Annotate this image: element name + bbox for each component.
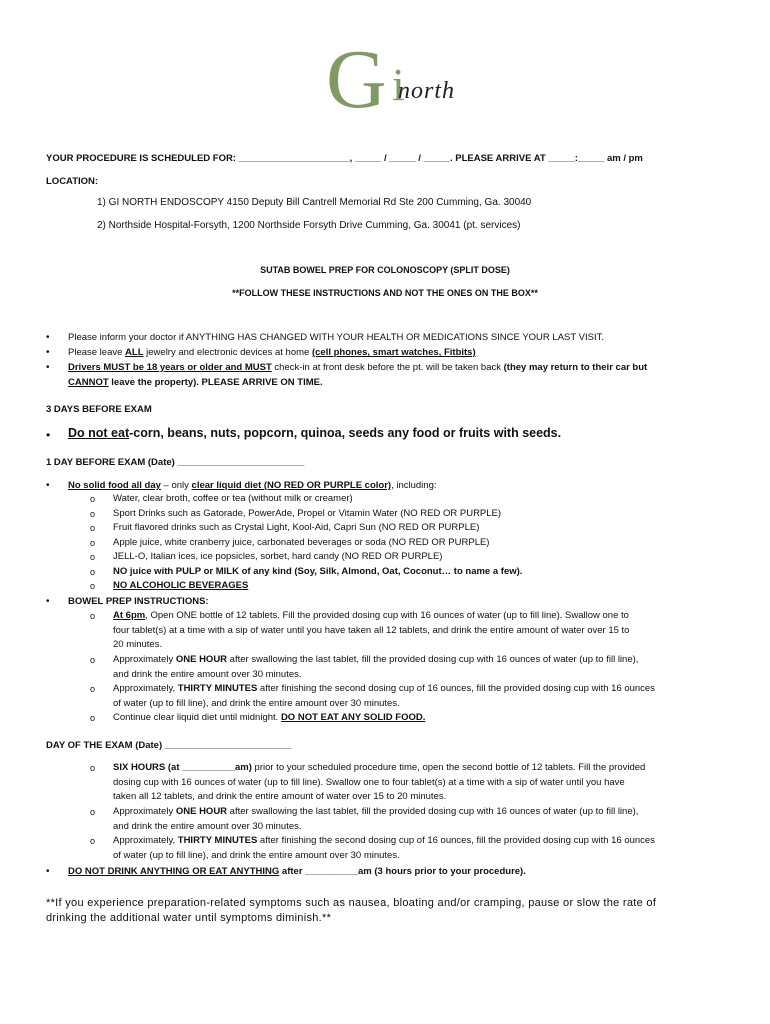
three-days-instruction: Do not eat-corn, beans, nuts, popcorn, quinoa, seeds any food or fruits with seeds. (68, 426, 562, 440)
logo-letter-g: G (326, 33, 387, 126)
document-title: SUTAB BOWEL PREP FOR COLONOSCOPY (SPLIT DOSE) (260, 265, 510, 275)
list-item-continuation: and drink the entire amount over 30 minutes. (113, 821, 302, 832)
final-instruction: DO NOT DRINK ANYTHING OR EAT ANYTHING after __________am (3 hours prior to your procedure). (68, 866, 526, 877)
list-item: JELL-O, Italian ices, ice popsicles, sorbet, hard candy (NO RED OR PURPLE) (113, 551, 443, 562)
list-item: Approximately, THIRTY MINUTES after finishing the second dosing cup of 16 ounces, fill the provided dosing cup with 16 ounces (113, 835, 655, 846)
location-label: LOCATION: (46, 176, 99, 187)
bullet-icon: • (46, 428, 51, 442)
list-item-continuation: dosing cup with 16 ounces of water (up to fill line). Swallow one to four tablet(s) at a time with a sip of water until you have (113, 777, 625, 788)
list-item: Sport Drinks such as Gatorade, PowerAde, Propel or Vitamin Water (NO RED OR PURPLE) (113, 508, 502, 519)
list-item: Approximately ONE HOUR after swallowing the last tablet, fill the provided dosing cup with 16 ounces of water (up to fill line), (113, 654, 639, 665)
list-item: Please leave ALL jewelry and electronic devices at home (cell phones, smart watches, Fitbits) (68, 347, 476, 358)
list-item: Please inform your doctor if ANYTHING HAS CHANGED WITH YOUR HEALTH OR MEDICATIONS SINCE YOUR LAST VISIT. (68, 332, 604, 343)
list-item-continuation: taken all 12 tablets, and drink the entire amount of water over 15 to 20 minutes. (113, 791, 447, 802)
one-day-heading: 1 DAY BEFORE EXAM (Date) ________________________ (46, 457, 305, 468)
day-of-heading: DAY OF THE EXAM (Date) ________________________ (46, 740, 292, 751)
list-item: Apple juice, white cranberry juice, carbonated beverages or soda (NO RED OR PURPLE) (113, 537, 490, 548)
circle-bullet-icon: o (90, 836, 96, 846)
circle-bullet-icon: o (90, 581, 96, 591)
list-item: At 6pm, Open ONE bottle of 12 tablets. Fill the provided dosing cup with 16 ounces of water (up to fill line). Swallow one to (113, 610, 629, 621)
bullet-icon: • (46, 596, 50, 607)
three-days-heading: 3 DAYS BEFORE EXAM (46, 404, 152, 415)
list-item: NO ALCOHOLIC BEVERAGES (113, 580, 249, 591)
list-item: NO juice with PULP or MILK of any kind (Soy, Silk, Almond, Oat, Coconut… to name a few). (113, 566, 523, 577)
list-item: Approximately, THIRTY MINUTES after finishing the second dosing cup of 16 ounces, fill the provided dosing cup with 16 ounces (113, 683, 655, 694)
list-item-continuation: of water (up to fill line), and drink the entire amount over 30 minutes. (113, 850, 400, 861)
circle-bullet-icon: o (90, 552, 96, 562)
location-2: 2) Northside Hospital-Forsyth, 1200 Northside Forsyth Drive Cumming, Ga. 30041 (pt. services) (97, 220, 521, 231)
symptoms-note-line-1: **If you experience preparation-related symptoms such as nausea, bloating and/or cramping, pause or slow the rate of (46, 897, 657, 909)
circle-bullet-icon: o (90, 611, 96, 621)
list-item: SIX HOURS (at __________am) prior to your scheduled procedure time, open the second bottle of 12 tablets. Fill the provided (113, 762, 646, 773)
bullet-icon: • (46, 347, 50, 358)
symptoms-note-line-2: drinking the additional water until symptoms diminish.** (46, 912, 332, 924)
list-item: Water, clear broth, coffee or tea (without milk or creamer) (113, 493, 353, 504)
list-item-continuation: of water (up to fill line), and drink the entire amount over 30 minutes. (113, 698, 400, 709)
schedule-line: YOUR PROCEDURE IS SCHEDULED FOR: _____________________, _____ / _____ / _____. PLEASE ARRIVE AT _____:_____ am / pm (46, 153, 643, 164)
circle-bullet-icon: o (90, 807, 96, 817)
list-item: Continue clear liquid diet until midnight. DO NOT EAT ANY SOLID FOOD. (113, 712, 426, 723)
circle-bullet-icon: o (90, 523, 96, 533)
circle-bullet-icon: o (90, 655, 96, 665)
bullet-icon: • (46, 332, 50, 343)
list-item-continuation: 20 minutes. (113, 639, 163, 650)
circle-bullet-icon: o (90, 713, 96, 723)
circle-bullet-icon: o (90, 763, 96, 773)
bullet-icon: • (46, 866, 50, 877)
location-1: 1) GI NORTH ENDOSCOPY 4150 Deputy Bill Cantrell Memorial Rd Ste 200 Cumming, Ga. 30040 (97, 197, 532, 208)
list-item-continuation: CANNOT leave the property). PLEASE ARRIVE ON TIME. (68, 377, 323, 388)
logo-letter-i: i (392, 59, 405, 110)
clear-liquid-item: No solid food all day – only clear liquid diet (NO RED OR PURPLE color), including: (68, 480, 437, 491)
bowel-prep-heading: BOWEL PREP INSTRUCTIONS: (68, 596, 209, 607)
circle-bullet-icon: o (90, 509, 96, 519)
circle-bullet-icon: o (90, 538, 96, 548)
circle-bullet-icon: o (90, 494, 96, 504)
circle-bullet-icon: o (90, 684, 96, 694)
bullet-icon: • (46, 362, 50, 373)
circle-bullet-icon: o (90, 567, 96, 577)
bullet-icon: • (46, 480, 50, 491)
list-item: Drivers MUST be 18 years or older and MUST check-in at front desk before the pt. will be taken back (they may return to their car but (68, 362, 648, 373)
follow-instructions-note: **FOLLOW THESE INSTRUCTIONS AND NOT THE ONES ON THE BOX** (232, 288, 538, 298)
list-item: Approximately ONE HOUR after swallowing the last tablet, fill the provided dosing cup with 16 ounces of water (up to fill line), (113, 806, 639, 817)
list-item-continuation: four tablet(s) at a time with a sip of water until you have taken all 12 tablets, and drink the entire amount of water over 15 to (113, 625, 630, 636)
list-item: Fruit flavored drinks such as Crystal Light, Kool-Aid, Capri Sun (NO RED OR PURPLE) (113, 522, 480, 533)
list-item-continuation: and drink the entire amount over 30 minutes. (113, 669, 302, 680)
logo-word: north (398, 78, 456, 104)
